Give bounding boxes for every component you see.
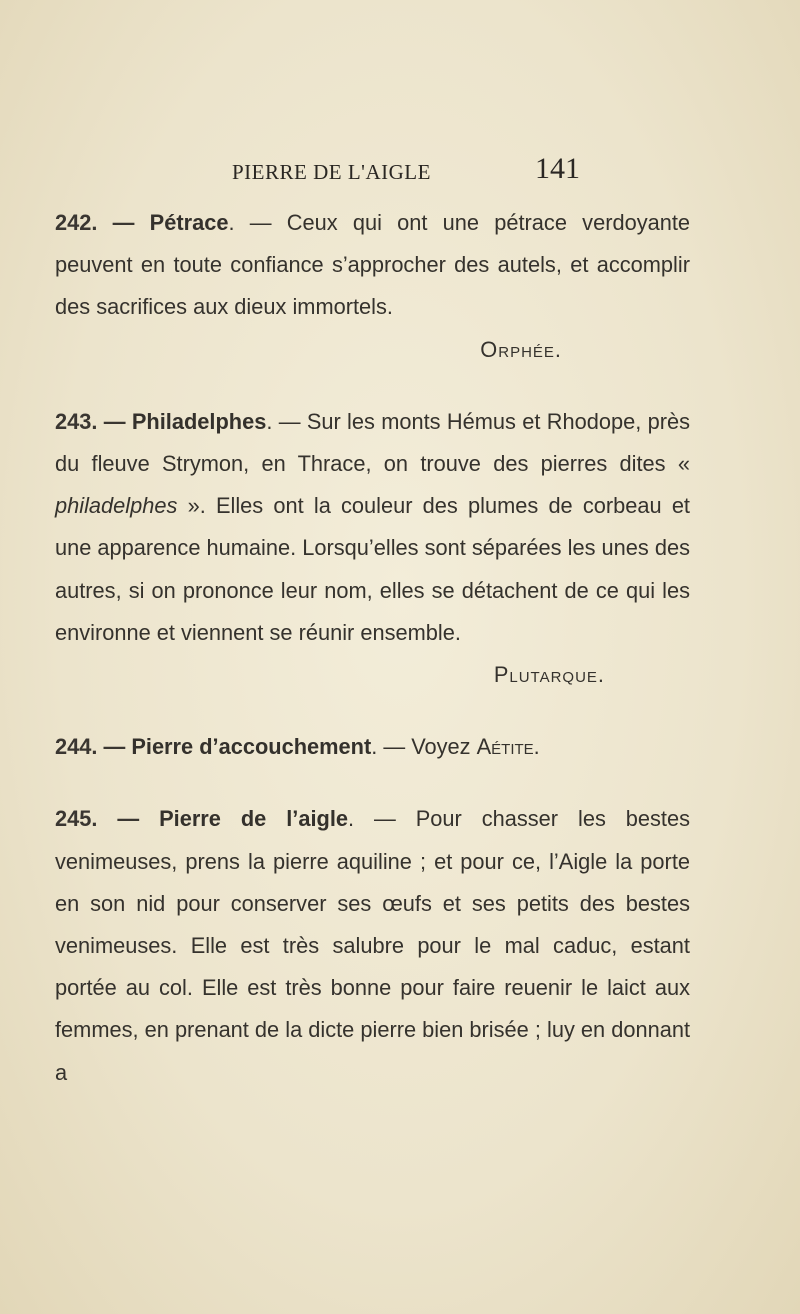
entry-title: Philadelphes xyxy=(131,408,267,434)
running-head: PIERRE DE L'AIGLE xyxy=(232,160,431,184)
entry-number: 243 xyxy=(55,408,92,434)
entry-number: 244 xyxy=(55,734,92,760)
entry-text: Pour chasser les bestes venimeuses, prens la pierre aquiline ; et pour ce, l’Aigle la porte en son nid pour conserver ses œufs et ses petits des bestes venimeuses. Elle est très salubre pour le mal caduc, estant portée au col. Elle est très bonne pour faire reuenir le laict aux femmes, en prenant de la dicte pierre bien brisée ; luy en donnant a xyxy=(55,806,691,1085)
entry-text: Sur les monts Hémus et Rhodope, près du fleuve Strymon, en Thrace, on trouve des pierres dites « xyxy=(55,408,690,477)
page-number: 141 xyxy=(535,152,580,185)
page-header xyxy=(0,152,800,192)
entry-title: Pétrace xyxy=(149,210,229,235)
entry-number: 245 xyxy=(55,806,92,832)
page-body xyxy=(55,202,690,1094)
italic-term: philadelphes xyxy=(55,493,178,519)
entry-title: Pierre d’accouchement xyxy=(131,734,372,760)
entry-number: 242 xyxy=(55,210,92,235)
entry-243: 243. — Philadelphes. — Sur les monts Hémus et Rhodope, près du fleuve Strymon, en Thrace, on trouve des pierres dites « philadelphes ». Elles ont la couleur des plumes de corbeau et une apparence humaine. Lorsqu’elles sont séparées les unes des autres, si on prononce leur nom, elles se détachent de ce qui les environne et viennent se réunir ensemble. xyxy=(55,408,690,645)
entry-242: 242. — Pétrace. — Ceux qui ont une pétrace verdoyante peuvent en toute confiance s’approcher des autels, et accomplir des sacrifices aux dieux immortels. xyxy=(55,210,691,320)
entry-title: Pierre de l’aigle xyxy=(159,806,349,832)
entry-source: Plutarque. xyxy=(493,662,605,688)
entry-source: Orphée. xyxy=(480,336,562,362)
entry-245: 245. — Pierre de l’aigle. — Pour chasser les bestes venimeuses, prens la pierre aquiline ; et pour ce, l’Aigle la porte en son nid pour conserver ses œufs et ses petits des bestes venimeuses. Elle est très salubre pour le mal caduc, estant portée au col. Elle est très bonne pour faire reuenir le laict aux femmes, en prenant de la dicte pierre bien brisée ; luy en donnant a xyxy=(55,806,691,1085)
entry-text: Ceux qui ont une pétrace verdoyante peuvent en toute confiance s’approcher des autels, et accomplir des sacrifices aux dieux immortels. xyxy=(55,210,691,320)
entry-244: 244. — Pierre d’accouchement. — Voyez Aétite. xyxy=(55,734,540,760)
entry-text-continued: ». Elles ont la couleur des plumes de corbeau et une apparence humaine. Lorsqu’elles sont séparées les unes des autres, si on prononce leur nom, elles se détachent de ce qui les environne et viennent se réunir ensemble. xyxy=(55,493,690,645)
cross-reference: Aétite. xyxy=(476,734,540,760)
entry-text: Voyez xyxy=(411,734,471,760)
